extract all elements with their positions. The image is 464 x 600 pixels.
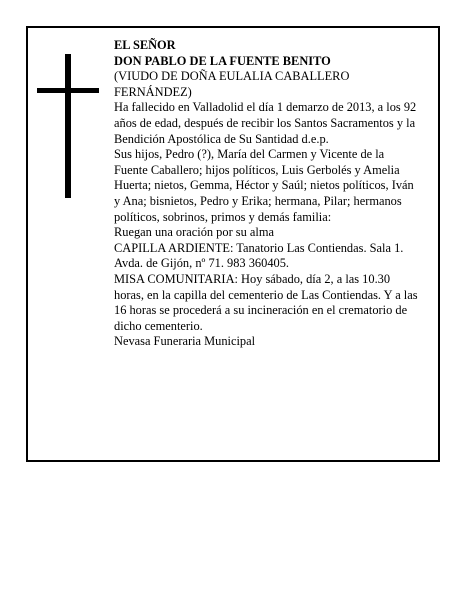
title-line-1: EL SEÑOR [114,38,176,52]
family-paragraph: Sus hijos, Pedro (?), María del Carmen y Vicente de la Fuente Caballero; hijos políticos, Luis Gerbolés y Amelia Huerta; nietos, Gemma, Héctor y Saúl; nietos políticos, Iván y Ana; bisnietos, Pedro y Erika; hermana, Pilar; hermanos políticos, sobrinos, primos y demás familia: [114,147,414,224]
widower-line: (VIUDO DE DOÑA EULALIA CABALLERO FERNÁNDEZ) [114,69,350,99]
deceased-name: DON PABLO DE LA FUENTE BENITO [114,53,331,68]
mass-paragraph: MISA COMUNITARIA: Hoy sábado, día 2, a las 10.30 horas, en la capilla del cementerio de Las Contiendas. Y a las 16 horas se procederá a su incineración en el crematorio de dicho cementerio. [114,271,418,333]
prayer-line: Ruegan una oración por su alma [114,225,274,240]
cross-vertical-bar [65,54,71,198]
cross-horizontal-bar [37,88,99,93]
chapel-paragraph: CAPILLA ARDIENTE: Tanatorio Las Contiendas. Sala 1. Avda. de Gijón, nº 71. 983 360405. [114,240,404,271]
death-paragraph: Ha fallecido en Valladolid el día 1 demarzo de 2013, a los 92 años de edad, después de recibir los Santos Sacramentos y la Bendición Apostólica de Su Santidad d.e.p. [114,100,417,146]
cross-icon [37,54,99,198]
obituary-text [114,38,418,350]
funeral-home: Nevasa Funeraria Municipal [114,334,256,349]
